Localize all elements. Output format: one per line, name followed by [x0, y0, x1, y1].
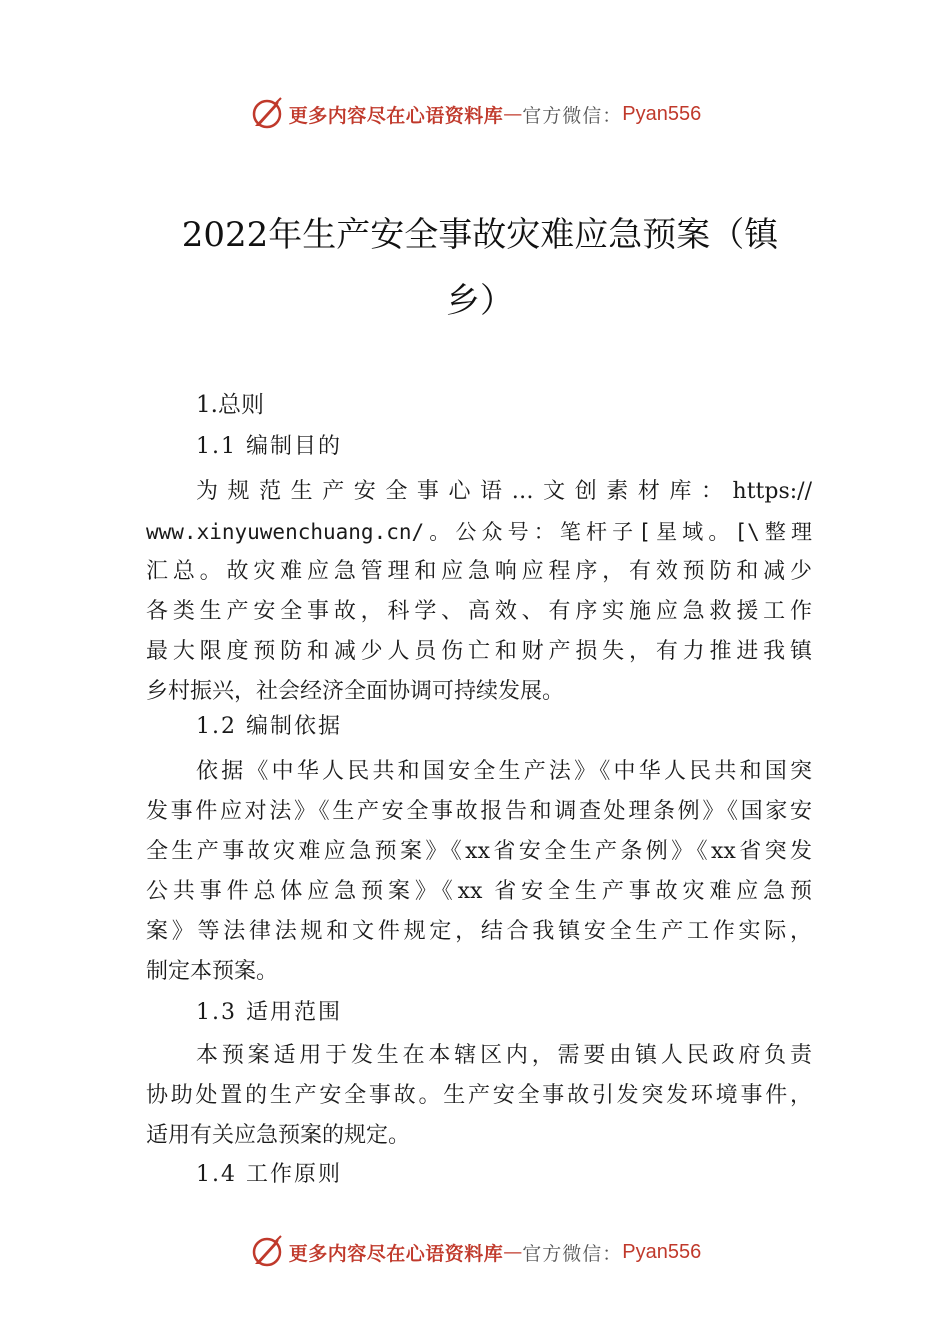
- header-banner: [0, 94, 950, 134]
- banner-separator: —: [503, 1241, 523, 1263]
- section-heading-principles: 1.4 工作原则: [196, 1162, 342, 1187]
- paragraph-line: 各类生产安全事故，科学、高效、有序实施应急救援工作: [146, 599, 812, 624]
- section-heading-general: 1.总则: [196, 392, 264, 418]
- paragraph-basis: [146, 752, 812, 992]
- banner-wechat-id: Pyan556: [622, 1240, 702, 1263]
- banner-brand-text: 更多内容尽在心语资料库: [288, 1242, 504, 1265]
- banner-separator: —: [503, 103, 523, 125]
- paragraph-line: 本预案适用于发生在本辖区内，需要由镇人民政府负责: [196, 1043, 812, 1068]
- paragraph-line: 全生产事故灾难应急预案》《xx省安全生产条例》《xx省突发: [146, 839, 812, 864]
- banner-brand-text: 更多内容尽在心语资料库: [288, 104, 504, 127]
- paragraph-scope: [146, 1036, 812, 1156]
- banner-wechat-id: Pyan556: [622, 102, 702, 125]
- section-heading-scope: 1.3 适用范围: [196, 1000, 342, 1025]
- quill-logo-icon: [249, 1234, 285, 1270]
- paragraph-line: 制定本预案。: [146, 959, 279, 984]
- paragraph-line: 发事件应对法》《生产安全事故报告和调查处理条例》《国家安: [146, 799, 812, 824]
- section-heading-basis: 1.2 编制依据: [196, 714, 342, 739]
- document-title-line-2: 乡）: [446, 281, 514, 321]
- paragraph-purpose: [146, 472, 812, 712]
- paragraph-line: 公共事件总体应急预案》《xx 省安全生产事故灾难应急预: [146, 879, 812, 904]
- paragraph-line: 案》等法律法规和文件规定，结合我镇安全生产工作实际，: [146, 919, 812, 944]
- banner-official-label: 官方微信：: [522, 104, 623, 127]
- paragraph-line: www.xinyuwenchuang.cn/。公众号：笔杆子[星域。[\整理: [146, 520, 812, 544]
- paragraph-line: 汇总。故灾难应急管理和应急响应程序，有效预防和减少: [146, 559, 812, 584]
- paragraph-line: 适用有关应急预案的规定。: [146, 1123, 411, 1148]
- paragraph-line: 为规范生产安全事心语…文创素材库：https://: [196, 479, 812, 504]
- footer-banner: [0, 1232, 950, 1272]
- section-heading-purpose: 1.1 编制目的: [196, 434, 342, 459]
- paragraph-line: 依据《中华人民共和国安全生产法》《中华人民共和国突: [196, 759, 812, 784]
- banner-official-label: 官方微信：: [522, 1242, 623, 1265]
- paragraph-line: 协助处置的生产安全事故。生产安全事故引发突发环境事件，: [146, 1083, 812, 1108]
- quill-logo-icon: [249, 96, 285, 132]
- document-title-line-1: 2022年生产安全事故灾难应急预案（镇: [181, 215, 779, 255]
- paragraph-line: 最大限度预防和减少人员伤亡和财产损失，有力推进我镇: [146, 639, 812, 664]
- paragraph-line: 乡村振兴，社会经济全面协调可持续发展。: [146, 679, 565, 704]
